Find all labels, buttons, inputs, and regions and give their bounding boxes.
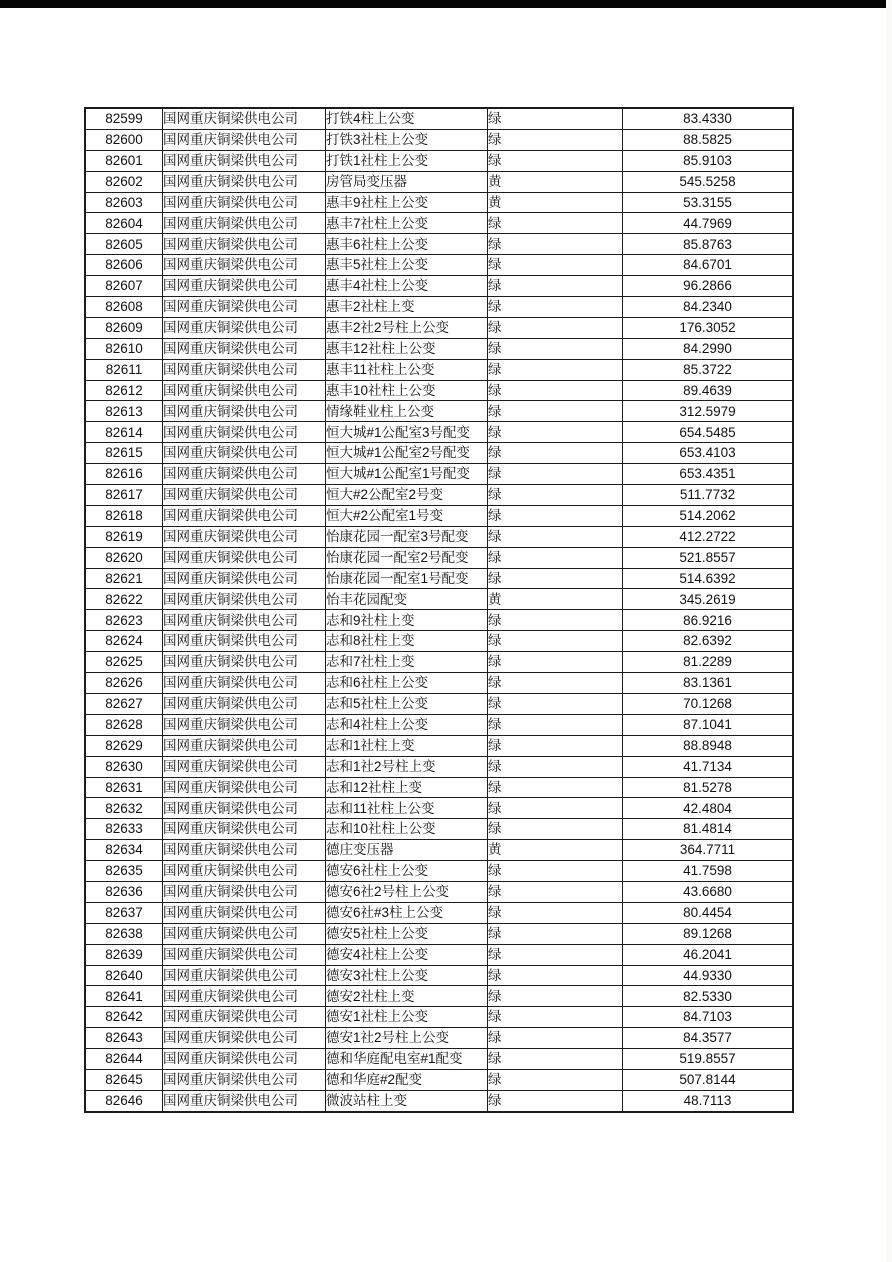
- cell-metric-value: 81.4814: [623, 819, 794, 840]
- table-row: [85, 881, 793, 902]
- cell-device-name: 德和华庭#2配变: [326, 1069, 488, 1090]
- table-row: [85, 150, 793, 171]
- cell-metric-value: 345.2619: [623, 589, 794, 610]
- cell-record-id: 82630: [85, 756, 163, 777]
- cell-device-name: 志和1社柱上变: [326, 735, 488, 756]
- table-row: [85, 547, 793, 568]
- cell-device-name: 惠丰2社柱上变: [326, 297, 488, 318]
- cell-device-name: 恒大#2公配室1号变: [326, 505, 488, 526]
- cell-record-id: 82625: [85, 652, 163, 673]
- cell-device-name: 打铁1社柱上公变: [326, 150, 488, 171]
- cell-metric-value: 514.2062: [623, 505, 794, 526]
- cell-status-label: 绿: [488, 276, 623, 297]
- table-row: [85, 213, 793, 234]
- cell-device-name: 怡康花园一配室1号配变: [326, 568, 488, 589]
- cell-company-name: 国网重庆铜梁供电公司: [163, 485, 326, 506]
- cell-status-label: 绿: [488, 944, 623, 965]
- table-row: [85, 610, 793, 631]
- cell-record-id: 82618: [85, 505, 163, 526]
- cell-device-name: 志和7社柱上变: [326, 652, 488, 673]
- cell-company-name: 国网重庆铜梁供电公司: [163, 631, 326, 652]
- cell-device-name: 志和9社柱上变: [326, 610, 488, 631]
- cell-record-id: 82607: [85, 276, 163, 297]
- table-row: [85, 1049, 793, 1070]
- table-row: [85, 317, 793, 338]
- cell-record-id: 82610: [85, 338, 163, 359]
- cell-company-name: 国网重庆铜梁供电公司: [163, 652, 326, 673]
- cell-metric-value: 82.6392: [623, 631, 794, 652]
- cell-record-id: 82622: [85, 589, 163, 610]
- cell-device-name: 恒大#2公配室2号变: [326, 485, 488, 506]
- cell-metric-value: 89.4639: [623, 380, 794, 401]
- cell-company-name: 国网重庆铜梁供电公司: [163, 276, 326, 297]
- table-row: [85, 735, 793, 756]
- cell-record-id: 82606: [85, 255, 163, 276]
- cell-device-name: 德安3社柱上公变: [326, 965, 488, 986]
- cell-metric-value: 86.9216: [623, 610, 794, 631]
- table-row: [85, 902, 793, 923]
- equipment-table: [84, 107, 794, 1113]
- page-top-border-bar: [0, 0, 892, 8]
- cell-device-name: 惠丰11社柱上公变: [326, 359, 488, 380]
- cell-status-label: 绿: [488, 547, 623, 568]
- cell-device-name: 德和华庭配电室#1配变: [326, 1049, 488, 1070]
- table-row: [85, 652, 793, 673]
- cell-status-label: 绿: [488, 673, 623, 694]
- cell-company-name: 国网重庆铜梁供电公司: [163, 234, 326, 255]
- table-row: [85, 129, 793, 150]
- cell-metric-value: 41.7598: [623, 861, 794, 882]
- cell-metric-value: 53.3155: [623, 192, 794, 213]
- cell-company-name: 国网重庆铜梁供电公司: [163, 589, 326, 610]
- table-row: [85, 297, 793, 318]
- cell-metric-value: 653.4103: [623, 443, 794, 464]
- cell-record-id: 82643: [85, 1028, 163, 1049]
- cell-company-name: 国网重庆铜梁供电公司: [163, 798, 326, 819]
- table-row: [85, 589, 793, 610]
- cell-company-name: 国网重庆铜梁供电公司: [163, 840, 326, 861]
- cell-metric-value: 89.1268: [623, 923, 794, 944]
- cell-metric-value: 83.4330: [623, 108, 794, 129]
- cell-device-name: 志和5社柱上公变: [326, 693, 488, 714]
- cell-record-id: 82602: [85, 171, 163, 192]
- cell-company-name: 国网重庆铜梁供电公司: [163, 317, 326, 338]
- cell-metric-value: 514.6392: [623, 568, 794, 589]
- cell-status-label: 黄: [488, 589, 623, 610]
- cell-record-id: 82624: [85, 631, 163, 652]
- cell-company-name: 国网重庆铜梁供电公司: [163, 819, 326, 840]
- cell-metric-value: 85.3722: [623, 359, 794, 380]
- cell-company-name: 国网重庆铜梁供电公司: [163, 610, 326, 631]
- cell-status-label: 绿: [488, 1090, 623, 1111]
- cell-metric-value: 80.4454: [623, 902, 794, 923]
- cell-company-name: 国网重庆铜梁供电公司: [163, 735, 326, 756]
- cell-record-id: 82609: [85, 317, 163, 338]
- cell-record-id: 82616: [85, 464, 163, 485]
- cell-device-name: 德庄变压器: [326, 840, 488, 861]
- table-row: [85, 756, 793, 777]
- cell-company-name: 国网重庆铜梁供电公司: [163, 923, 326, 944]
- cell-device-name: 房管局变压器: [326, 171, 488, 192]
- table-row: [85, 965, 793, 986]
- cell-status-label: 绿: [488, 129, 623, 150]
- cell-company-name: 国网重庆铜梁供电公司: [163, 422, 326, 443]
- table-row: [85, 464, 793, 485]
- cell-metric-value: 519.8557: [623, 1049, 794, 1070]
- cell-company-name: 国网重庆铜梁供电公司: [163, 693, 326, 714]
- cell-device-name: 志和11社柱上公变: [326, 798, 488, 819]
- cell-metric-value: 545.5258: [623, 171, 794, 192]
- table-row: [85, 1090, 793, 1111]
- cell-status-label: 绿: [488, 631, 623, 652]
- cell-status-label: 绿: [488, 610, 623, 631]
- cell-record-id: 82608: [85, 297, 163, 318]
- cell-company-name: 国网重庆铜梁供电公司: [163, 881, 326, 902]
- table-row: [85, 276, 793, 297]
- cell-company-name: 国网重庆铜梁供电公司: [163, 777, 326, 798]
- cell-metric-value: 82.5330: [623, 986, 794, 1007]
- page-right-edge: [886, 0, 892, 1262]
- cell-device-name: 志和6社柱上公变: [326, 673, 488, 694]
- cell-record-id: 82638: [85, 923, 163, 944]
- cell-company-name: 国网重庆铜梁供电公司: [163, 505, 326, 526]
- cell-status-label: 绿: [488, 735, 623, 756]
- cell-company-name: 国网重庆铜梁供电公司: [163, 213, 326, 234]
- cell-record-id: 82619: [85, 526, 163, 547]
- cell-metric-value: 83.1361: [623, 673, 794, 694]
- cell-status-label: 绿: [488, 443, 623, 464]
- cell-status-label: 绿: [488, 861, 623, 882]
- cell-status-label: 绿: [488, 150, 623, 171]
- cell-company-name: 国网重庆铜梁供电公司: [163, 108, 326, 129]
- cell-device-name: 志和1社2号柱上变: [326, 756, 488, 777]
- cell-company-name: 国网重庆铜梁供电公司: [163, 965, 326, 986]
- cell-company-name: 国网重庆铜梁供电公司: [163, 526, 326, 547]
- cell-company-name: 国网重庆铜梁供电公司: [163, 547, 326, 568]
- table-row: [85, 568, 793, 589]
- table-row: [85, 631, 793, 652]
- cell-record-id: 82603: [85, 192, 163, 213]
- cell-company-name: 国网重庆铜梁供电公司: [163, 1069, 326, 1090]
- cell-record-id: 82613: [85, 401, 163, 422]
- table-row: [85, 443, 793, 464]
- cell-metric-value: 87.1041: [623, 714, 794, 735]
- cell-record-id: 82620: [85, 547, 163, 568]
- cell-metric-value: 84.6701: [623, 255, 794, 276]
- cell-device-name: 德安1社2号柱上公变: [326, 1028, 488, 1049]
- cell-record-id: 82645: [85, 1069, 163, 1090]
- table-row: [85, 673, 793, 694]
- cell-status-label: 绿: [488, 380, 623, 401]
- table-row: [85, 923, 793, 944]
- cell-metric-value: 70.1268: [623, 693, 794, 714]
- cell-device-name: 微波站柱上变: [326, 1090, 488, 1111]
- cell-metric-value: 312.5979: [623, 401, 794, 422]
- cell-record-id: 82621: [85, 568, 163, 589]
- cell-status-label: 绿: [488, 255, 623, 276]
- table-row: [85, 108, 793, 129]
- cell-metric-value: 88.5825: [623, 129, 794, 150]
- table-row: [85, 840, 793, 861]
- cell-record-id: 82628: [85, 714, 163, 735]
- cell-record-id: 82626: [85, 673, 163, 694]
- cell-status-label: 绿: [488, 297, 623, 318]
- cell-metric-value: 81.5278: [623, 777, 794, 798]
- cell-status-label: 绿: [488, 1049, 623, 1070]
- cell-metric-value: 44.7969: [623, 213, 794, 234]
- cell-metric-value: 44.9330: [623, 965, 794, 986]
- cell-record-id: 82600: [85, 129, 163, 150]
- cell-device-name: 德安6社柱上公变: [326, 861, 488, 882]
- cell-company-name: 国网重庆铜梁供电公司: [163, 443, 326, 464]
- cell-record-id: 82601: [85, 150, 163, 171]
- cell-record-id: 82614: [85, 422, 163, 443]
- table-row: [85, 380, 793, 401]
- cell-status-label: 绿: [488, 485, 623, 506]
- cell-status-label: 黄: [488, 171, 623, 192]
- table-row: [85, 1007, 793, 1028]
- cell-device-name: 恒大城#1公配室1号配变: [326, 464, 488, 485]
- cell-device-name: 打铁3社柱上公变: [326, 129, 488, 150]
- cell-device-name: 志和12社柱上变: [326, 777, 488, 798]
- cell-record-id: 82633: [85, 819, 163, 840]
- cell-device-name: 恒大城#1公配室2号配变: [326, 443, 488, 464]
- cell-company-name: 国网重庆铜梁供电公司: [163, 359, 326, 380]
- cell-record-id: 82615: [85, 443, 163, 464]
- table-row: [85, 714, 793, 735]
- cell-status-label: 绿: [488, 902, 623, 923]
- cell-device-name: 德安6社2号柱上公变: [326, 881, 488, 902]
- cell-metric-value: 654.5485: [623, 422, 794, 443]
- cell-status-label: 绿: [488, 213, 623, 234]
- cell-status-label: 绿: [488, 986, 623, 1007]
- table-row: [85, 255, 793, 276]
- cell-record-id: 82632: [85, 798, 163, 819]
- cell-company-name: 国网重庆铜梁供电公司: [163, 1007, 326, 1028]
- cell-status-label: 黄: [488, 840, 623, 861]
- cell-device-name: 德安1社柱上公变: [326, 1007, 488, 1028]
- cell-status-label: 绿: [488, 108, 623, 129]
- cell-status-label: 绿: [488, 422, 623, 443]
- table-row: [85, 777, 793, 798]
- cell-status-label: 绿: [488, 693, 623, 714]
- cell-metric-value: 96.2866: [623, 276, 794, 297]
- cell-company-name: 国网重庆铜梁供电公司: [163, 756, 326, 777]
- cell-metric-value: 84.7103: [623, 1007, 794, 1028]
- cell-status-label: 绿: [488, 1069, 623, 1090]
- cell-company-name: 国网重庆铜梁供电公司: [163, 338, 326, 359]
- cell-company-name: 国网重庆铜梁供电公司: [163, 568, 326, 589]
- cell-metric-value: 511.7732: [623, 485, 794, 506]
- cell-metric-value: 46.2041: [623, 944, 794, 965]
- table-row: [85, 861, 793, 882]
- cell-status-label: 绿: [488, 1028, 623, 1049]
- cell-status-label: 绿: [488, 881, 623, 902]
- cell-status-label: 绿: [488, 464, 623, 485]
- cell-record-id: 82637: [85, 902, 163, 923]
- cell-status-label: 绿: [488, 777, 623, 798]
- table-row: [85, 819, 793, 840]
- cell-device-name: 惠丰6社柱上公变: [326, 234, 488, 255]
- cell-record-id: 82611: [85, 359, 163, 380]
- cell-metric-value: 364.7711: [623, 840, 794, 861]
- cell-company-name: 国网重庆铜梁供电公司: [163, 673, 326, 694]
- cell-status-label: 绿: [488, 756, 623, 777]
- table-row: [85, 422, 793, 443]
- cell-device-name: 惠丰7社柱上公变: [326, 213, 488, 234]
- cell-metric-value: 84.2340: [623, 297, 794, 318]
- table-row: [85, 485, 793, 506]
- cell-device-name: 德安2社柱上变: [326, 986, 488, 1007]
- cell-status-label: 绿: [488, 526, 623, 547]
- cell-record-id: 82641: [85, 986, 163, 1007]
- cell-company-name: 国网重庆铜梁供电公司: [163, 1090, 326, 1111]
- table-row: [85, 798, 793, 819]
- cell-company-name: 国网重庆铜梁供电公司: [163, 986, 326, 1007]
- cell-device-name: 志和4社柱上公变: [326, 714, 488, 735]
- table-row: [85, 526, 793, 547]
- cell-metric-value: 42.4804: [623, 798, 794, 819]
- cell-company-name: 国网重庆铜梁供电公司: [163, 297, 326, 318]
- cell-company-name: 国网重庆铜梁供电公司: [163, 129, 326, 150]
- equipment-table-body: [85, 108, 793, 1112]
- cell-status-label: 绿: [488, 234, 623, 255]
- cell-company-name: 国网重庆铜梁供电公司: [163, 192, 326, 213]
- table-row: [85, 1069, 793, 1090]
- cell-record-id: 82612: [85, 380, 163, 401]
- cell-device-name: 恒大城#1公配室3号配变: [326, 422, 488, 443]
- cell-metric-value: 84.2990: [623, 338, 794, 359]
- cell-record-id: 82627: [85, 693, 163, 714]
- cell-record-id: 82646: [85, 1090, 163, 1111]
- cell-company-name: 国网重庆铜梁供电公司: [163, 1049, 326, 1070]
- table-row: [85, 234, 793, 255]
- cell-device-name: 惠丰5社柱上公变: [326, 255, 488, 276]
- cell-status-label: 绿: [488, 317, 623, 338]
- cell-device-name: 惠丰9社柱上公变: [326, 192, 488, 213]
- cell-metric-value: 81.2289: [623, 652, 794, 673]
- equipment-table-container: [84, 107, 786, 1113]
- cell-metric-value: 48.7113: [623, 1090, 794, 1111]
- cell-status-label: 绿: [488, 359, 623, 380]
- cell-status-label: 绿: [488, 1007, 623, 1028]
- cell-device-name: 情缘鞋业柱上公变: [326, 401, 488, 422]
- cell-record-id: 82617: [85, 485, 163, 506]
- cell-device-name: 志和8社柱上变: [326, 631, 488, 652]
- cell-device-name: 德安4社柱上公变: [326, 944, 488, 965]
- cell-status-label: 绿: [488, 505, 623, 526]
- cell-device-name: 打铁4柱上公变: [326, 108, 488, 129]
- cell-record-id: 82644: [85, 1049, 163, 1070]
- cell-record-id: 82635: [85, 861, 163, 882]
- cell-company-name: 国网重庆铜梁供电公司: [163, 902, 326, 923]
- cell-company-name: 国网重庆铜梁供电公司: [163, 861, 326, 882]
- cell-device-name: 德安6社#3柱上公变: [326, 902, 488, 923]
- cell-record-id: 82629: [85, 735, 163, 756]
- cell-record-id: 82642: [85, 1007, 163, 1028]
- cell-record-id: 82640: [85, 965, 163, 986]
- cell-metric-value: 84.3577: [623, 1028, 794, 1049]
- cell-company-name: 国网重庆铜梁供电公司: [163, 464, 326, 485]
- cell-device-name: 怡康花园一配室3号配变: [326, 526, 488, 547]
- cell-metric-value: 521.8557: [623, 547, 794, 568]
- cell-status-label: 黄: [488, 192, 623, 213]
- cell-device-name: 惠丰2社2号柱上公变: [326, 317, 488, 338]
- cell-device-name: 怡丰花园配变: [326, 589, 488, 610]
- cell-metric-value: 85.9103: [623, 150, 794, 171]
- cell-company-name: 国网重庆铜梁供电公司: [163, 944, 326, 965]
- cell-company-name: 国网重庆铜梁供电公司: [163, 380, 326, 401]
- cell-company-name: 国网重庆铜梁供电公司: [163, 150, 326, 171]
- cell-record-id: 82604: [85, 213, 163, 234]
- cell-company-name: 国网重庆铜梁供电公司: [163, 714, 326, 735]
- cell-metric-value: 41.7134: [623, 756, 794, 777]
- table-row: [85, 986, 793, 1007]
- cell-device-name: 怡康花园一配室2号配变: [326, 547, 488, 568]
- table-row: [85, 359, 793, 380]
- cell-company-name: 国网重庆铜梁供电公司: [163, 401, 326, 422]
- cell-metric-value: 43.6680: [623, 881, 794, 902]
- cell-record-id: 82605: [85, 234, 163, 255]
- cell-metric-value: 176.3052: [623, 317, 794, 338]
- cell-status-label: 绿: [488, 338, 623, 359]
- cell-company-name: 国网重庆铜梁供电公司: [163, 1028, 326, 1049]
- cell-metric-value: 85.8763: [623, 234, 794, 255]
- cell-record-id: 82636: [85, 881, 163, 902]
- cell-status-label: 绿: [488, 798, 623, 819]
- table-row: [85, 693, 793, 714]
- cell-metric-value: 412.2722: [623, 526, 794, 547]
- cell-status-label: 绿: [488, 568, 623, 589]
- cell-status-label: 绿: [488, 923, 623, 944]
- cell-company-name: 国网重庆铜梁供电公司: [163, 171, 326, 192]
- cell-metric-value: 653.4351: [623, 464, 794, 485]
- table-row: [85, 338, 793, 359]
- table-row: [85, 944, 793, 965]
- cell-status-label: 绿: [488, 965, 623, 986]
- table-row: [85, 401, 793, 422]
- table-row: [85, 505, 793, 526]
- cell-status-label: 绿: [488, 714, 623, 735]
- cell-record-id: 82623: [85, 610, 163, 631]
- cell-record-id: 82599: [85, 108, 163, 129]
- cell-status-label: 绿: [488, 652, 623, 673]
- cell-status-label: 绿: [488, 401, 623, 422]
- cell-device-name: 惠丰12社柱上公变: [326, 338, 488, 359]
- cell-company-name: 国网重庆铜梁供电公司: [163, 255, 326, 276]
- cell-record-id: 82639: [85, 944, 163, 965]
- cell-record-id: 82631: [85, 777, 163, 798]
- cell-metric-value: 88.8948: [623, 735, 794, 756]
- table-row: [85, 171, 793, 192]
- table-row: [85, 192, 793, 213]
- cell-device-name: 志和10社柱上公变: [326, 819, 488, 840]
- cell-device-name: 惠丰4社柱上公变: [326, 276, 488, 297]
- cell-record-id: 82634: [85, 840, 163, 861]
- table-row: [85, 1028, 793, 1049]
- cell-device-name: 惠丰10社柱上公变: [326, 380, 488, 401]
- cell-metric-value: 507.8144: [623, 1069, 794, 1090]
- cell-device-name: 德安5社柱上公变: [326, 923, 488, 944]
- cell-status-label: 绿: [488, 819, 623, 840]
